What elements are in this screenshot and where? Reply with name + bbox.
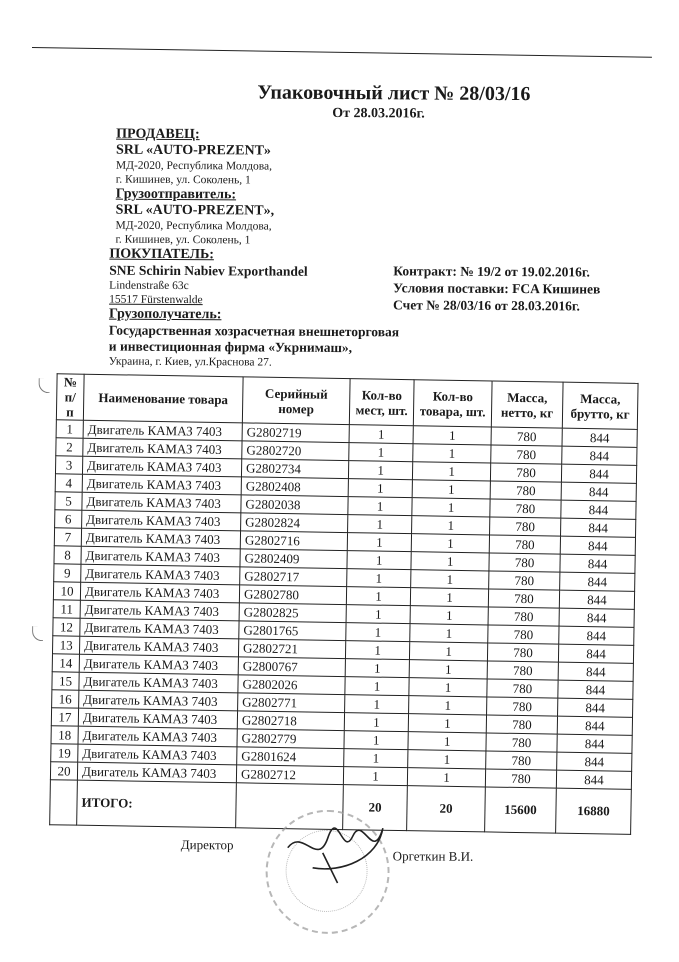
row-product-name: Двигатель КАМАЗ 7403 — [79, 636, 238, 657]
row-net-mass: 780 — [487, 661, 558, 680]
row-number: 7 — [54, 528, 81, 546]
row-serial-number: G2802408 — [241, 477, 348, 497]
row-gross-mass: 844 — [562, 428, 637, 447]
buyer-name: SNE Schirin Nabiev Exporthandel — [109, 262, 308, 279]
row-gross-mass: 844 — [559, 626, 634, 645]
row-product-name: Двигатель КАМАЗ 7403 — [80, 618, 239, 639]
total-places: 20 — [343, 785, 408, 831]
row-product-name: Двигатель КАМАЗ 7403 — [82, 510, 241, 531]
row-serial-number: G2802038 — [241, 495, 348, 515]
row-gross-mass: 844 — [561, 482, 636, 501]
delivery-terms-line: Условия поставки: FCA Кишинев — [393, 280, 601, 297]
row-places: 1 — [344, 713, 408, 732]
row-qty: 1 — [411, 534, 489, 553]
row-qty: 1 — [413, 426, 491, 445]
row-places: 1 — [348, 497, 412, 516]
row-number: 11 — [53, 600, 80, 618]
row-gross-mass: 844 — [562, 446, 637, 465]
row-serial-number: G2802712 — [236, 765, 343, 785]
col-header-net: Масса, нетто, кг — [491, 381, 563, 428]
row-number: 18 — [51, 726, 78, 744]
row-number: 17 — [51, 708, 78, 726]
row-gross-mass: 844 — [561, 464, 636, 483]
row-number: 3 — [55, 456, 82, 474]
invoice-line: Счет № 28/03/16 от 28.03.2016г. — [393, 297, 580, 314]
row-number: 12 — [53, 618, 80, 636]
row-places: 1 — [345, 659, 409, 678]
row-places: 1 — [347, 533, 411, 552]
seller-header: ПРОДАВЕЦ: — [116, 126, 200, 143]
consignee-name-2: и инвестиционная фирма «Укрнимаш», — [108, 338, 353, 356]
seller-address-2: г. Кишинев, ул. Соколень, 1 — [115, 173, 251, 187]
row-product-name: Двигатель КАМАЗ 7403 — [81, 546, 240, 567]
row-gross-mass: 844 — [560, 572, 635, 591]
document-title: Упаковочный лист № 28/03/16 — [257, 81, 531, 106]
row-serial-number: G2801624 — [237, 747, 344, 767]
row-places: 1 — [348, 461, 412, 480]
row-net-mass: 780 — [488, 625, 559, 644]
row-places: 1 — [348, 479, 412, 498]
row-number: 2 — [56, 438, 83, 456]
row-net-mass: 780 — [488, 607, 559, 626]
row-product-name: Двигатель КАМАЗ 7403 — [78, 726, 237, 747]
row-qty: 1 — [408, 714, 486, 733]
row-net-mass: 780 — [485, 769, 556, 788]
row-product-name: Двигатель КАМАЗ 7403 — [83, 420, 242, 441]
seller-block — [115, 127, 274, 248]
row-qty: 1 — [412, 516, 490, 535]
seller-name: SRL «AUTO-PREZENT» — [115, 142, 272, 159]
shipper-address-1: МД-2020, Республика Молдова, — [115, 219, 272, 233]
row-net-mass: 780 — [489, 553, 560, 572]
total-empty-cell — [50, 780, 78, 825]
row-net-mass: 780 — [487, 679, 558, 698]
goods-table — [49, 373, 638, 835]
row-gross-mass: 844 — [557, 734, 632, 753]
row-net-mass: 780 — [490, 481, 561, 500]
row-net-mass: 780 — [489, 535, 560, 554]
shipper-name: SRL «AUTO-PREZENT», — [115, 202, 275, 219]
row-product-name: Двигатель КАМАЗ 7403 — [82, 456, 241, 477]
signature-scribble-icon — [283, 818, 393, 889]
row-net-mass: 780 — [489, 571, 560, 590]
row-product-name: Двигатель КАМАЗ 7403 — [78, 708, 237, 729]
row-places: 1 — [345, 641, 409, 660]
row-serial-number: G2802721 — [238, 639, 345, 659]
seller-address-1: МД-2020, Республика Молдова, — [115, 159, 273, 173]
row-places: 1 — [343, 767, 407, 786]
row-number: 6 — [55, 510, 82, 528]
row-gross-mass: 844 — [556, 770, 631, 789]
col-header-number: № п/п — [56, 374, 84, 420]
row-number: 1 — [56, 420, 83, 438]
row-net-mass: 780 — [491, 427, 562, 446]
row-product-name: Двигатель КАМАЗ 7403 — [82, 492, 241, 513]
row-places: 1 — [346, 623, 410, 642]
row-qty: 1 — [411, 552, 489, 571]
row-net-mass: 780 — [490, 463, 561, 482]
row-serial-number: G2802824 — [241, 513, 348, 533]
row-net-mass: 780 — [491, 445, 562, 464]
row-number: 5 — [55, 492, 82, 510]
consignee-name-1: Государственная хозрасчетная внешнеторговая — [108, 322, 400, 340]
row-serial-number: G2802026 — [238, 675, 345, 695]
row-net-mass: 780 — [486, 733, 557, 752]
consignee-header: Грузополучатель: — [108, 306, 222, 323]
buyer-address-1: Lindenstraße 63c — [109, 279, 189, 293]
row-gross-mass: 844 — [557, 716, 632, 735]
signatory-name: Оргеткин В.И. — [392, 848, 474, 864]
row-gross-mass: 844 — [558, 680, 633, 699]
row-qty: 1 — [408, 750, 486, 769]
row-places: 1 — [347, 569, 411, 588]
col-header-gross: Масса, брутто, кг — [562, 382, 638, 429]
row-qty: 1 — [410, 642, 488, 661]
row-product-name: Двигатель КАМАЗ 7403 — [82, 474, 241, 495]
row-places: 1 — [345, 677, 409, 696]
row-gross-mass: 844 — [561, 518, 636, 537]
row-product-name: Двигатель КАМАЗ 7403 — [83, 438, 242, 459]
row-gross-mass: 844 — [560, 536, 635, 555]
row-product-name: Двигатель КАМАЗ 7403 — [78, 744, 237, 765]
margin-punch-mark — [32, 626, 43, 641]
row-net-mass: 780 — [486, 751, 557, 770]
row-serial-number: G2802717 — [240, 567, 347, 587]
row-gross-mass: 844 — [557, 752, 632, 771]
row-qty: 1 — [409, 678, 487, 697]
row-places: 1 — [345, 695, 409, 714]
row-gross-mass: 844 — [558, 644, 633, 663]
row-places: 1 — [344, 731, 408, 750]
row-places: 1 — [346, 605, 410, 624]
row-qty: 1 — [413, 444, 491, 463]
row-places: 1 — [346, 587, 410, 606]
row-serial-number: G2802771 — [238, 693, 345, 713]
row-net-mass: 780 — [487, 643, 558, 662]
row-gross-mass: 844 — [559, 608, 634, 627]
row-product-name: Двигатель КАМАЗ 7403 — [79, 690, 238, 711]
col-header-name: Наименование товара — [83, 374, 243, 423]
row-qty: 1 — [409, 696, 487, 715]
row-places: 1 — [349, 425, 413, 444]
row-places: 1 — [349, 443, 413, 462]
row-places: 1 — [347, 551, 411, 570]
row-serial-number: G2802720 — [242, 441, 349, 461]
row-serial-number: G2802780 — [239, 585, 346, 605]
row-product-name: Двигатель КАМАЗ 7403 — [79, 654, 238, 675]
shipper-header: Грузоотправитель: — [115, 186, 237, 203]
row-qty: 1 — [410, 624, 488, 643]
row-number: 15 — [52, 672, 79, 690]
row-qty: 1 — [408, 768, 486, 787]
row-serial-number: G2800767 — [238, 657, 345, 677]
row-gross-mass: 844 — [558, 662, 633, 681]
row-serial-number: G2802718 — [237, 711, 344, 731]
row-places: 1 — [344, 749, 408, 768]
row-number: 20 — [50, 762, 77, 780]
row-gross-mass: 844 — [558, 698, 633, 717]
row-net-mass: 780 — [487, 697, 558, 716]
contract-line: Контракт: № 19/2 от 19.02.2016г. — [393, 263, 590, 280]
col-header-serial: Серийный номер — [242, 377, 350, 425]
row-product-name: Двигатель КАМАЗ 7403 — [81, 564, 240, 585]
row-number: 14 — [52, 654, 79, 672]
row-gross-mass: 844 — [561, 500, 636, 519]
row-net-mass: 780 — [488, 589, 559, 608]
row-serial-number: G2801765 — [239, 621, 346, 641]
consignee-address: Украина, г. Киев, ул.Краснова 27. — [108, 355, 272, 369]
buyer-address-2: 15517 Fürstenwalde — [109, 293, 203, 307]
row-qty: 1 — [411, 588, 489, 607]
terms-block — [393, 262, 600, 314]
row-number: 16 — [52, 690, 79, 708]
row-serial-number: G2802409 — [240, 549, 347, 569]
total-label: ИТОГО: — [77, 780, 237, 828]
row-gross-mass: 844 — [560, 554, 635, 573]
row-product-name: Двигатель КАМАЗ 7403 — [77, 762, 236, 783]
row-places: 1 — [348, 515, 412, 534]
total-net: 15600 — [485, 787, 557, 833]
row-serial-number: G2802716 — [240, 531, 347, 551]
col-header-places: Кол-во мест, шт. — [349, 379, 414, 426]
row-number: 4 — [55, 474, 82, 492]
row-serial-number: G2802779 — [237, 729, 344, 749]
row-net-mass: 780 — [490, 517, 561, 536]
row-qty: 1 — [413, 462, 491, 481]
col-header-qty: Кол-во товара, шт. — [413, 380, 492, 427]
row-serial-number: G2802719 — [242, 423, 349, 443]
document-date: От 28.03.2016г. — [332, 105, 425, 122]
buyer-block — [109, 247, 400, 371]
buyer-header: ПОКУПАТЕЛЬ: — [109, 246, 214, 263]
row-qty: 1 — [412, 498, 490, 517]
row-number: 19 — [51, 744, 78, 762]
row-qty: 1 — [410, 606, 488, 625]
total-qty: 20 — [407, 786, 486, 832]
row-number: 13 — [52, 636, 79, 654]
row-serial-number: G2802825 — [239, 603, 346, 623]
row-qty: 1 — [408, 732, 486, 751]
row-gross-mass: 844 — [559, 590, 634, 609]
row-product-name: Двигатель КАМАЗ 7403 — [80, 600, 239, 621]
shipper-address-2: г. Кишинев, ул. Соколень, 1 — [115, 233, 251, 247]
row-net-mass: 780 — [490, 499, 561, 518]
row-qty: 1 — [412, 480, 490, 499]
row-number: 9 — [54, 564, 81, 582]
margin-punch-mark — [39, 378, 50, 393]
row-net-mass: 780 — [486, 715, 557, 734]
row-product-name: Двигатель КАМАЗ 7403 — [79, 672, 238, 693]
row-number: 8 — [54, 546, 81, 564]
signature-position: Директор — [180, 837, 234, 853]
row-serial-number: G2802734 — [241, 459, 348, 479]
total-gross: 16880 — [556, 788, 632, 834]
row-product-name: Двигатель КАМАЗ 7403 — [81, 528, 240, 549]
row-number: 10 — [53, 582, 80, 600]
row-qty: 1 — [409, 660, 487, 679]
row-product-name: Двигатель КАМАЗ 7403 — [80, 582, 239, 603]
row-qty: 1 — [411, 570, 489, 589]
